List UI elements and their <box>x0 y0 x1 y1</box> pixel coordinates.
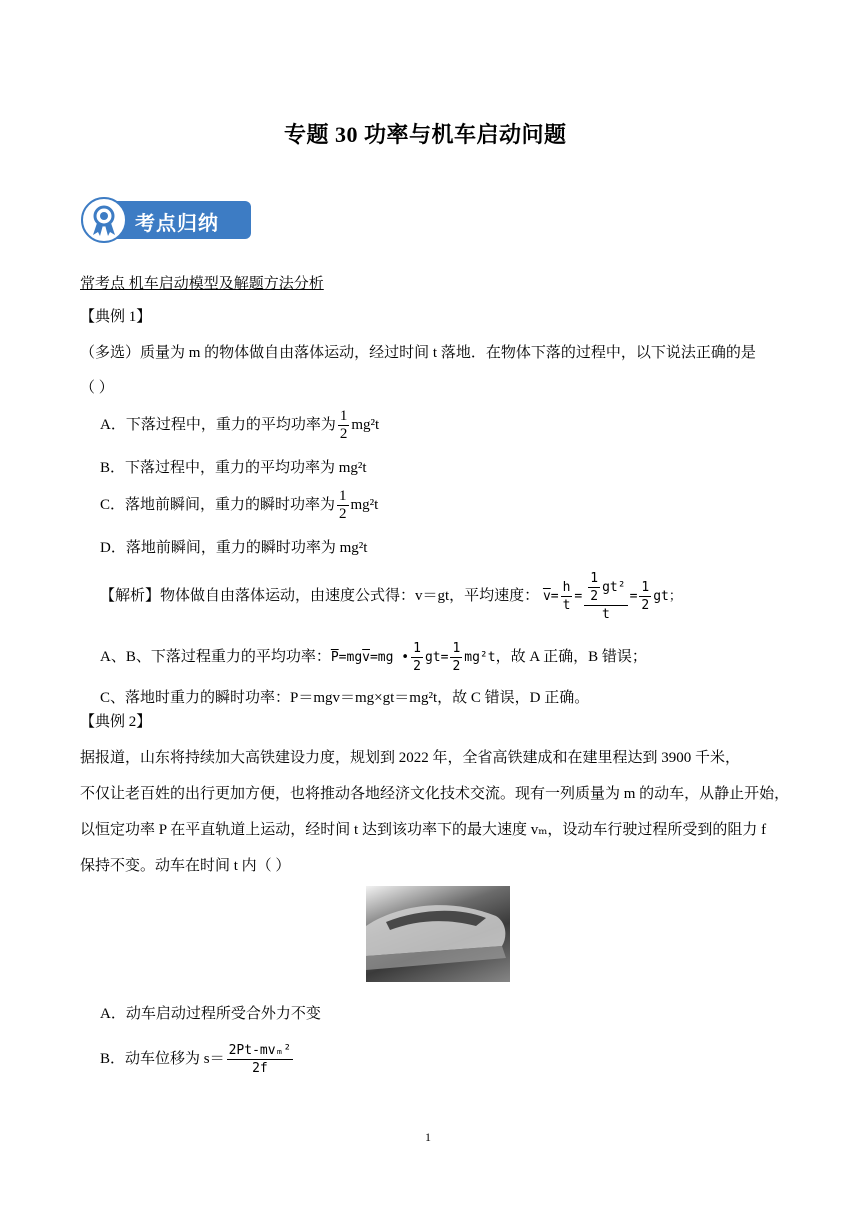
equals-sign: = <box>574 589 583 604</box>
option-a-fraction <box>338 408 350 443</box>
fraction-denominator: 2f <box>252 1061 268 1076</box>
option-c-suffix: mg²t <box>350 496 379 513</box>
section-badge <box>81 197 251 243</box>
analysis-line2-prefix: A、B、下落过程重力的平均功率： <box>100 649 331 665</box>
example1-option-c <box>100 488 378 523</box>
badge-label: 考点归纳 <box>135 211 219 235</box>
result-rest: gt； <box>653 589 682 604</box>
formula-segment: =mg • <box>369 650 410 665</box>
analysis-label: 【解析】 <box>100 588 161 604</box>
fraction-numerator: 2Pt-mvₘ² <box>228 1043 292 1058</box>
fraction-numerator: h <box>562 580 571 595</box>
h-over-t <box>561 579 573 614</box>
example1-analysis-line1 <box>100 570 682 623</box>
fraction-denominator: 2 <box>452 659 461 674</box>
train-photo <box>366 886 510 982</box>
fraction-numerator: 1 <box>641 580 650 595</box>
v-bar: $\overline{v}$ <box>362 650 370 665</box>
page-title: 专题 30 功率与机车启动问题 <box>284 122 567 147</box>
fraction-denominator: t <box>601 607 610 622</box>
section-heading: 常考点 机车启动模型及解题方法分析 <box>80 276 324 292</box>
example2-para-line4: 保持不变。动车在时间 t 内（ ） <box>80 858 291 874</box>
example2-option-a: A．动车启动过程所受合外力不变 <box>100 1006 321 1022</box>
fraction-numerator: 1 <box>413 641 421 656</box>
fraction-denominator: 2 <box>641 598 650 613</box>
example1-question-line1: （多选）质量为 m 的物体做自由落体运动，经过时间 t 落地．在物体下落的过程中，以下说法正确的是 <box>80 345 756 361</box>
analysis-line2-suffix: ，故 A 正确，B 错误； <box>495 649 647 665</box>
example1-analysis-line3: C、落地时重力的瞬时功率：P＝mgv＝mg×gt＝mg²t，故 C 错误，D 正确。 <box>100 690 590 706</box>
v-bar: $\overline{v}$ <box>542 589 551 604</box>
fraction-denominator: 2 <box>339 506 347 522</box>
fraction-denominator: 2 <box>590 589 599 604</box>
analysis-text: 物体做自由落体运动，由速度公式得：v＝gt，平均速度： <box>160 588 540 604</box>
formula-segment: mg²t <box>464 650 496 665</box>
page-number: 1 <box>425 1130 431 1144</box>
example1-option-d: D．落地前瞬间，重力的瞬时功率为 mg²t <box>100 540 368 556</box>
half-fraction <box>411 640 423 675</box>
bullet-train-icon <box>366 886 510 982</box>
option-c-fraction <box>337 488 349 523</box>
inner-fraction <box>588 570 600 605</box>
example2-para-line2: 不仅让老百姓的出行更加方便，也将推动各地经济文化技术交流。现有一列质量为 m 的动车，从静止开始， <box>80 786 790 802</box>
formula-segment: =mg <box>338 650 363 665</box>
p-bar: $\overline{P}$ <box>330 650 339 665</box>
equals-sign: = <box>550 589 559 604</box>
option-b-fraction <box>227 1042 294 1077</box>
fraction-denominator: 2 <box>339 426 348 442</box>
option-a-suffix: mg²t <box>351 416 380 433</box>
example2-para-line3: 以恒定功率 P 在平直轨道上运动，经时间 t 达到该功率下的最大速度 vₘ，设动车行驶过程所受到的阻力 f <box>80 822 767 838</box>
numerator-rest: gt² <box>602 580 626 595</box>
example1-label: 【典例 1】 <box>80 309 152 325</box>
analysis-formula-2 <box>330 641 496 674</box>
formula-segment: gt= <box>424 650 449 665</box>
analysis-formula-1 <box>542 571 682 622</box>
example1-option-b: B．下落过程中，重力的平均功率为 mg²t <box>100 460 367 476</box>
fraction-numerator: 1 <box>590 571 599 586</box>
fraction-denominator: t <box>562 598 571 613</box>
fraction-denominator: 2 <box>413 659 421 674</box>
equals-sign: = <box>629 589 638 604</box>
fraction-numerator: 1 <box>339 488 347 504</box>
option-a-text: A．下落过程中，重力的平均功率为 <box>100 416 336 433</box>
compound-fraction <box>584 570 627 623</box>
ribbon-award-icon <box>81 197 127 243</box>
fraction-numerator: 1 <box>339 408 348 424</box>
compound-numerator <box>584 570 627 606</box>
option-c-text: C．落地前瞬间，重力的瞬时功率为 <box>100 496 336 513</box>
example2-option-b <box>100 1042 295 1077</box>
half-fraction <box>450 640 462 675</box>
option-b-prefix: B．动车位移为 s＝ <box>100 1050 225 1067</box>
example2-label: 【典例 2】 <box>80 714 152 730</box>
example1-analysis-line2 <box>100 640 647 675</box>
example1-question-line2: （ ） <box>80 380 114 396</box>
fraction-numerator: 1 <box>452 641 461 656</box>
half-fraction <box>639 579 651 614</box>
example2-para-line1: 据报道，山东将持续加大高铁建设力度，规划到 2022 年，全省高铁建成和在建里程达到 3900 千米， <box>80 750 741 766</box>
example1-option-a <box>100 408 379 443</box>
